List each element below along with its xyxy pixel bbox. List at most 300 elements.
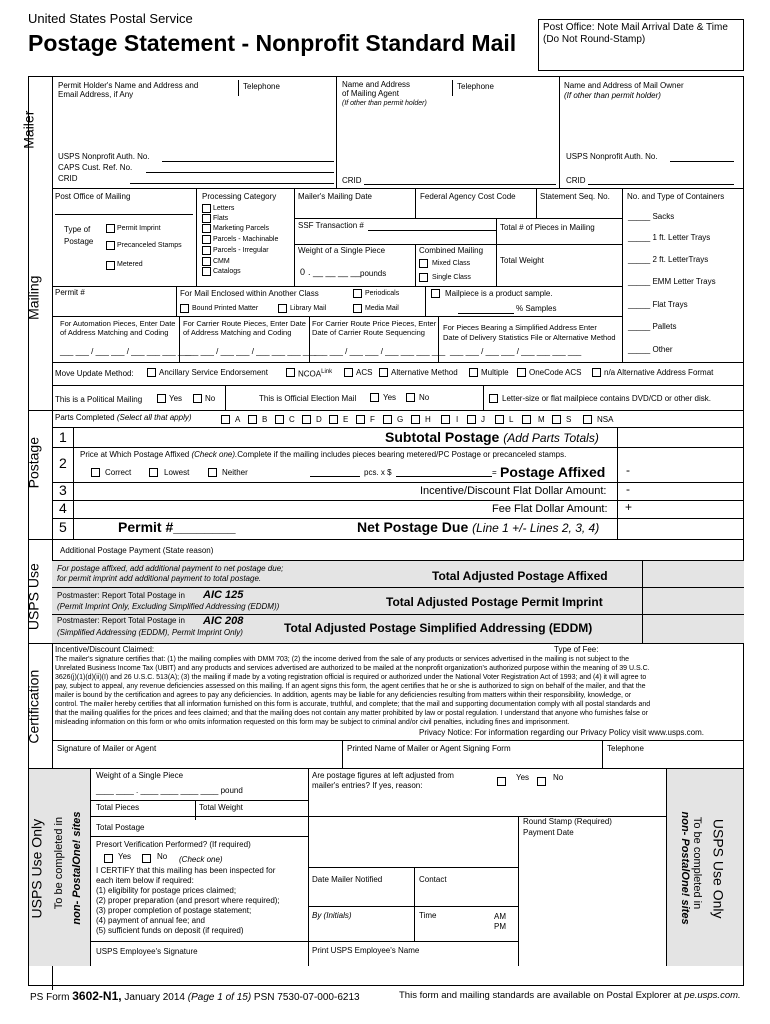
- auth-no2-field[interactable]: [670, 161, 734, 162]
- crp-label1: For Carrier Route Price Pieces, Enter: [312, 319, 437, 328]
- ncoa-checkbox[interactable]: [286, 368, 295, 377]
- cert-line-4: pay, subject to appeal, any revenue deficiencies assessed on this mailing. If an agent signs this form, the agent certifies that he or she is authorized to sign on behalf of the mailer, and that the: [55, 683, 646, 690]
- container-2ft[interactable]: _____ 2 ft. LetterTrays: [628, 255, 709, 264]
- ncoa-text: NCOA: [298, 369, 322, 379]
- total-affixed-label: Total Adjusted Postage Affixed: [432, 569, 608, 583]
- container-flat[interactable]: _____ Flat Trays: [628, 300, 688, 309]
- equals-sign: =: [492, 468, 497, 477]
- part-f-label: F: [370, 415, 375, 424]
- uo-time-label: Time: [419, 911, 437, 920]
- line3-minus: -: [626, 482, 630, 496]
- uo-employee-name-label: Print USPS Employee's Name: [312, 946, 420, 955]
- part-m-checkbox[interactable]: [522, 415, 531, 424]
- mailing-rule4: [536, 188, 537, 218]
- section-label-mailing: Mailing: [25, 275, 42, 320]
- metered-checkbox[interactable]: [106, 261, 115, 270]
- precanceled-checkbox[interactable]: [106, 241, 115, 250]
- uo-round-stamp: Round Stamp (Required): [523, 817, 612, 826]
- agency-name: United States Postal Service: [28, 11, 193, 26]
- usps-only-right-sub2: non- PostalOne! sites: [679, 811, 692, 925]
- mailing-rule10: [425, 286, 426, 316]
- simp-label1: For Pieces Bearing a Simplified Address Enter: [443, 323, 597, 332]
- agent-label1: Name and Address: [342, 80, 411, 89]
- footer-avail-text: This form and mailing standards are available on Postal Explorer at: [399, 990, 685, 1001]
- mailing-hr6: [52, 385, 744, 386]
- uo-payment-date-label: Payment Date: [523, 828, 574, 837]
- na-alt-checkbox[interactable]: [592, 368, 601, 377]
- weight-blanks[interactable]: . __ __ __ __: [308, 267, 361, 277]
- part-s-checkbox[interactable]: [552, 415, 561, 424]
- line1-number: 1: [59, 429, 67, 445]
- usps-only-left-sub1: To be completed in: [52, 816, 65, 910]
- uo-presort-label: Presort Verification Performed? (If required): [96, 840, 251, 849]
- footer-ps-form: PS Form: [30, 992, 73, 1003]
- media-label: Media Mail: [365, 305, 399, 312]
- election-yes-label: Yes: [383, 393, 397, 402]
- mailing-rule14: [225, 385, 226, 410]
- part-i-label: I: [456, 415, 459, 424]
- postage-affixed-label: Postage Affixed: [500, 464, 606, 480]
- auth-no-label: USPS Nonprofit Auth. No.: [58, 152, 150, 161]
- postage-hr1: [52, 447, 744, 448]
- ssf-field[interactable]: [368, 230, 496, 231]
- usps-use-hr4: [28, 643, 744, 644]
- category-letters-label: Letters: [213, 205, 235, 212]
- part-a-label: A: [235, 415, 241, 424]
- category-cmm-label: CMM: [213, 258, 230, 265]
- mailer-rule4: [559, 76, 560, 188]
- part-e-label: E: [343, 415, 349, 424]
- mailing-hr2: [294, 244, 622, 245]
- price-affixed-rest: Complete if the mailing includes pieces bearing metered/PC Postage or precanceled stamps.: [237, 450, 567, 459]
- agent-label2: of Mailing Agent: [342, 89, 399, 98]
- postage-hr2: [52, 482, 744, 483]
- part-j-label: J: [481, 415, 485, 424]
- simp-date-field[interactable]: ___ ___ / ___ ___ / ___ ___ ___ ___: [450, 347, 582, 356]
- election-yes-checkbox[interactable]: [370, 393, 379, 402]
- auto-label1: For Automation Pieces, Enter Date: [60, 319, 176, 328]
- uo-certify-5: (3) proper completion of postage statement;: [96, 906, 252, 915]
- cert-hr1: [52, 740, 744, 741]
- product-sample-label: Mailpiece is a product sample.: [445, 289, 553, 298]
- price-affixed-label: [80, 451, 566, 460]
- mailing-rule3: [415, 188, 416, 218]
- uo-check-one: (Check one): [179, 855, 223, 864]
- mailing-rule12: [309, 316, 310, 362]
- part-b-label: B: [262, 415, 268, 424]
- weight-single-label: Weight of a Single Piece: [298, 246, 386, 255]
- uo-certify-6: (4) payment of annual fee; and: [96, 916, 205, 925]
- cert-line-6: control. The mailer hereby certifies that all information furnished on this form is accurate, truthful, and complete; that the mail and supporting documentation comply with all postal standards and: [55, 701, 651, 708]
- footer-psn: PSN 7530-07-000-6213: [251, 992, 360, 1003]
- mailing-rule1: [196, 188, 197, 286]
- price-affixed-text: Price at Which Postage Affixed: [80, 450, 192, 459]
- mailing-rule8: [415, 244, 416, 286]
- multiple-label: Multiple: [481, 368, 509, 377]
- mailing-hr5: [52, 362, 744, 363]
- container-pallets-label: Pallets: [652, 322, 677, 331]
- correct-label: Correct: [105, 468, 132, 477]
- container-emm-label: EMM Letter Trays: [652, 277, 716, 286]
- fee-flat-label: Fee Flat Dollar Amount:: [492, 503, 608, 515]
- container-sacks-label: Sacks: [652, 212, 675, 221]
- part-c-checkbox[interactable]: [275, 415, 284, 424]
- uo-figures-yes-checkbox[interactable]: [497, 777, 506, 786]
- acs-label: ACS: [356, 368, 373, 377]
- subtotal-label: [385, 430, 599, 445]
- owner-label: Name and Address of Mail Owner: [564, 81, 684, 90]
- usps-only-right-sub1: To be completed in: [691, 816, 704, 910]
- section-label-postage: Postage: [25, 437, 42, 489]
- part-e-checkbox[interactable]: [329, 415, 338, 424]
- container-other-label: Other: [652, 345, 673, 354]
- category-marketing-parcels-label: Marketing Parcels: [213, 225, 270, 232]
- election-no-checkbox[interactable]: [406, 393, 415, 402]
- lowest-checkbox[interactable]: [149, 468, 158, 477]
- uo-total-weight-label: Total Weight: [199, 803, 243, 812]
- parts-note: (Select all that apply): [116, 413, 192, 422]
- line5-permit: Permit #________: [118, 519, 236, 535]
- subtotal-note: (Add Parts Totals): [503, 431, 599, 445]
- cert-hr2: [28, 768, 744, 769]
- uo-total-pieces-label: Total Pieces: [96, 803, 140, 812]
- printed-name-label: Printed Name of Mailer or Agent Signing Form: [347, 744, 511, 753]
- cert-line-8: misleading information on this form or who omits information requested on this form may be subject to criminal and/or civil penalties, including fines and imprisonment.: [55, 719, 570, 726]
- po-note-line2: (Do Not Round-Stamp): [543, 34, 646, 45]
- part-d-label: D: [316, 415, 322, 424]
- part-h-checkbox[interactable]: [411, 415, 420, 424]
- permit-imprint-label: Permit Imprint: [117, 225, 161, 232]
- uo-rule4: [414, 867, 415, 941]
- auto-label2: of Address Matching and Coding: [60, 328, 169, 337]
- net-due-text: Net Postage Due: [357, 519, 473, 535]
- mailing-hr1: [294, 218, 622, 219]
- uo-hr3: [91, 836, 308, 837]
- part-nsa-label: NSA: [597, 415, 614, 424]
- category-parcels-machinable-checkbox[interactable]: [202, 235, 211, 244]
- ancillary-checkbox[interactable]: [147, 368, 156, 377]
- container-1ft-label: 1 ft. Letter Trays: [652, 233, 711, 242]
- privacy-notice: Privacy Notice: For information regarding our Privacy Policy visit www.usps.com.: [419, 728, 704, 737]
- mailer-divider: [52, 188, 744, 189]
- postage-amount-rule: [617, 427, 618, 539]
- uo-figures-yes-label: Yes: [516, 773, 530, 782]
- footer-form-info: [30, 990, 360, 1003]
- aic125-label: AIC 125: [203, 589, 244, 601]
- part-j-checkbox[interactable]: [467, 415, 476, 424]
- uo-presort-yes-label: Yes: [118, 852, 132, 861]
- dvd-checkbox[interactable]: [489, 394, 498, 403]
- mailer-rule1: [238, 80, 239, 96]
- precanceled-label: Precanceled Stamps: [117, 242, 182, 249]
- pm-report-label: Postmaster: Report Total Postage in: [57, 591, 185, 600]
- periodicals-label: Periodicals: [365, 290, 400, 297]
- uo-hr5: [308, 906, 518, 907]
- category-parcels-irregular-checkbox[interactable]: [202, 246, 211, 255]
- cert-line-2: Unrelated Business Income Tax (UBIT) and any products and services advertised are authorized to be mailed at the nonprofit organization's authorized purpose within the meaning of 39 U.S.C.: [55, 665, 650, 672]
- crid3-label: CRID: [566, 176, 586, 185]
- permit-holder-label1: Permit Holder's Name and Address and: [58, 81, 199, 90]
- permit-no-label: Permit #: [55, 288, 85, 297]
- usps-only-right-gray: [666, 769, 743, 966]
- uo-figures-label1: Are postage figures at left adjusted from: [312, 771, 454, 780]
- category-marketing-parcels-checkbox[interactable]: [202, 224, 211, 233]
- uo-certify-1: I CERTIFY that this mailing has been inspected for: [96, 866, 276, 875]
- line3-number: 3: [59, 482, 67, 498]
- uo-hr1: [91, 800, 308, 801]
- correct-checkbox[interactable]: [91, 468, 100, 477]
- container-1ft[interactable]: _____ 1 ft. Letter Trays: [628, 233, 711, 242]
- multiple-checkbox[interactable]: [469, 368, 478, 377]
- lowest-label: Lowest: [164, 468, 190, 477]
- net-due-label: [357, 520, 599, 535]
- category-parcels-irregular-label: Parcels - Irregular: [213, 247, 269, 254]
- part-c-label: C: [289, 415, 295, 424]
- cert-rule2: [602, 740, 603, 768]
- political-yes-label: Yes: [169, 394, 183, 403]
- mailing-hr3: [52, 286, 622, 287]
- category-catalogs-label: Catalogs: [213, 268, 241, 275]
- auth-no-field[interactable]: [162, 161, 334, 162]
- election-label: This is Official Election Mail: [259, 394, 357, 403]
- footer-date: January 2014: [121, 992, 188, 1003]
- single-class-checkbox[interactable]: [419, 273, 428, 282]
- federal-code-label: Federal Agency Cost Code: [420, 192, 516, 201]
- uo-by-label: By (Initials): [312, 911, 352, 920]
- uo-figures-no-checkbox[interactable]: [537, 777, 546, 786]
- part-g-label: G: [397, 415, 404, 424]
- uo-weight-field[interactable]: ____ ____ . ____ ____ ____ ____ pound: [96, 786, 243, 795]
- samples-pct-label: % Samples: [516, 304, 557, 313]
- political-no-label: No: [205, 394, 216, 403]
- owner-note: (If other than permit holder): [564, 91, 661, 100]
- cert-line-5: mailer is bound by the certification and agrees to pay any deficiencies. In addition, agents may be liable for any deficiencies resulting from matters within their responsibility, knowledge, or: [55, 692, 632, 699]
- library-label: Library Mail: [290, 305, 327, 312]
- uo-certify-2: each item below if required:: [96, 876, 194, 885]
- postage-type-label: Postage: [64, 237, 94, 246]
- uo-round-stamp-label: [523, 818, 612, 827]
- pounds-label: pounds: [360, 269, 387, 278]
- ancillary-label: Ancillary Service Endorsement: [159, 368, 268, 377]
- incentive-credit-label: Incentive/Discount Claimed:: [55, 645, 155, 654]
- footer-availability: [399, 991, 741, 1001]
- permit-imprint-checkbox[interactable]: [106, 224, 115, 233]
- parts-label: Parts Completed: [55, 413, 117, 422]
- mailing-rule11: [179, 316, 180, 362]
- mailing-rule15: [483, 385, 484, 410]
- part-s-label: S: [566, 415, 572, 424]
- line2-number: 2: [59, 455, 67, 471]
- media-checkbox[interactable]: [353, 304, 362, 313]
- uo-total-postage-label: Total Postage: [96, 823, 145, 832]
- usps-use-hr2: [52, 587, 744, 588]
- political-no-checkbox[interactable]: [193, 394, 202, 403]
- uo-employee-sig-label: USPS Employee's Signature: [96, 947, 198, 956]
- part-h-label: H: [425, 415, 431, 424]
- weight-value: 0: [300, 267, 306, 277]
- usps-use-hr3: [52, 614, 744, 615]
- caps-field[interactable]: [146, 172, 334, 173]
- uo-weight-label: Weight of a Single Piece: [96, 771, 184, 780]
- neither-checkbox[interactable]: [208, 468, 217, 477]
- part-l-checkbox[interactable]: [495, 415, 504, 424]
- product-sample-checkbox[interactable]: [431, 289, 440, 298]
- price-affixed-check: (Check one).: [191, 450, 238, 459]
- post-office-field[interactable]: [55, 214, 193, 215]
- auto-date-field[interactable]: ___ ___ / ___ ___ / ___ ___ ___ ___: [60, 347, 192, 356]
- part-f-checkbox[interactable]: [356, 415, 365, 424]
- telephone2-label: Telephone: [457, 82, 494, 91]
- permit-holder-label2: Email Address, if Any: [58, 90, 134, 99]
- alt-method-label: Alternative Method: [391, 368, 458, 377]
- processing-category-label: Processing Category: [202, 192, 277, 201]
- eddm-note: (Simplified Addressing (EDDM), Permit Imprint Only): [57, 628, 243, 637]
- crid-field[interactable]: [130, 183, 334, 184]
- mailing-rule9: [176, 286, 177, 316]
- mailer-rule2: [336, 76, 337, 188]
- postage-hr0: [52, 427, 744, 428]
- part-nsa-checkbox[interactable]: [583, 415, 592, 424]
- pcs-field[interactable]: [310, 476, 360, 477]
- cert-telephone-label: Telephone: [607, 744, 644, 753]
- onecode-checkbox[interactable]: [517, 368, 526, 377]
- crid2-label: CRID: [342, 176, 362, 185]
- uo-pm-label: PM: [494, 922, 506, 931]
- postage-hr3: [52, 500, 744, 501]
- part-d-checkbox[interactable]: [302, 415, 311, 424]
- uo-date-notified-label: Date Mailer Notified: [312, 875, 383, 884]
- line4-number: 4: [59, 500, 67, 516]
- mailing-hr4: [52, 316, 622, 317]
- part-b-checkbox[interactable]: [248, 415, 257, 424]
- mailing-rule2: [294, 188, 295, 218]
- additional-payment-label: Additional Postage Payment (State reason): [60, 546, 214, 555]
- political-label: This is a Political Mailing: [55, 395, 143, 404]
- usps-only-left-title: USPS Use Only: [28, 818, 45, 919]
- cert-line-1: The mailer's signature certifies that: (1) the mailing complies with DMM 703; (2) the income derived from the sale of any products or services advertised in the mailing is not subject to the: [55, 656, 630, 663]
- category-cmm-checkbox[interactable]: [202, 257, 211, 266]
- uo-presort-no-checkbox[interactable]: [142, 854, 151, 863]
- parts-completed: [55, 414, 192, 423]
- uo-presort-yes-checkbox[interactable]: [104, 854, 113, 863]
- part-l-label: L: [509, 415, 514, 424]
- crid2-field[interactable]: [364, 184, 556, 185]
- crp-date-field[interactable]: ___ ___ / ___ ___ / ___ ___ ___ ___: [314, 347, 446, 356]
- postage-hr5: [28, 539, 744, 540]
- container-other[interactable]: _____ Other: [628, 345, 673, 354]
- part-g-checkbox[interactable]: [383, 415, 392, 424]
- category-flats-checkbox[interactable]: [202, 214, 211, 223]
- post-office-label: Post Office of Mailing: [55, 192, 131, 201]
- section-label-usps-use: USPS Use: [25, 563, 42, 631]
- total-pieces-label: Total # of Pieces in Mailing: [500, 223, 595, 232]
- usps-use-rule: [642, 560, 643, 643]
- part-m-label: M: [538, 415, 545, 424]
- bound-printed-checkbox[interactable]: [180, 304, 189, 313]
- uo-certify-4: (2) proper preparation (and presort where required);: [96, 896, 280, 905]
- mailing-rule13: [438, 316, 439, 362]
- total-eddm-label: Total Adjusted Postage Simplified Addressing (EDDM): [284, 621, 593, 635]
- cert-rule1: [342, 740, 343, 768]
- footer-form-no: 3602-N1,: [72, 989, 122, 1003]
- container-flat-label: Flat Trays: [652, 300, 688, 309]
- incentive-label: Incentive/Discount Flat Dollar Amount:: [420, 485, 607, 497]
- mailing-hr7: [28, 410, 744, 411]
- combined-label: Combined Mailing: [419, 246, 484, 255]
- container-emm[interactable]: _____ EMM Letter Trays: [628, 277, 716, 286]
- signature-label: Signature of Mailer or Agent: [57, 744, 157, 753]
- samples-pct-field[interactable]: [458, 313, 514, 314]
- footer-url[interactable]: pe.usps.com.: [684, 990, 741, 1001]
- total-imprint-label: Total Adjusted Postage Permit Imprint: [386, 595, 603, 609]
- uo-am-label: AM: [494, 912, 506, 921]
- crid3-field[interactable]: [588, 184, 734, 185]
- cr-label2: of Address Matching and Coding: [183, 328, 292, 337]
- political-yes-checkbox[interactable]: [157, 394, 166, 403]
- category-flats-label: Flats: [213, 215, 229, 222]
- subtotal-text: Subtotal Postage: [385, 429, 504, 445]
- library-checkbox[interactable]: [278, 304, 287, 313]
- ncoa-label: [298, 369, 332, 379]
- line2-minus: -: [626, 463, 630, 477]
- price-field[interactable]: [396, 476, 492, 477]
- move-update-label: Move Update Method:: [55, 369, 134, 378]
- dvd-label: Letter-size or flat mailpiece contains DVD/CD or other disk.: [502, 394, 711, 403]
- uo-presort-no-label: No: [157, 852, 168, 861]
- periodicals-checkbox[interactable]: [353, 289, 362, 298]
- mixed-class-label: Mixed Class: [432, 260, 471, 267]
- containers-title: No. and Type of Containers: [627, 192, 725, 201]
- uo-hr4: [308, 867, 518, 868]
- part-a-checkbox[interactable]: [221, 415, 230, 424]
- cert-line-7: that the mailing qualifies for the prices and fees claimed; and that the mailing does not contain any matter prohibited by law or postal regulation. I understand that anyone who furnishes false or: [55, 710, 649, 717]
- line5-number: 5: [59, 519, 67, 535]
- category-parcels-machinable-label: Parcels - Machinable: [213, 236, 279, 243]
- acs-checkbox[interactable]: [344, 368, 353, 377]
- agent-note: (If other than permit holder): [342, 100, 427, 107]
- auth-no2-label: USPS Nonprofit Auth. No.: [566, 152, 658, 161]
- aic208-label: AIC 208: [203, 615, 244, 627]
- crp-label2: Date of Carrier Route Sequencing: [312, 328, 425, 337]
- part-i-checkbox[interactable]: [441, 415, 450, 424]
- bound-printed-label: Bound Printed Matter: [192, 305, 259, 312]
- category-catalogs-checkbox[interactable]: [202, 267, 211, 276]
- caps-label: CAPS Cust. Ref. No.: [58, 163, 133, 172]
- uo-figures-no-label: No: [553, 773, 564, 782]
- cr-date-field[interactable]: ___ ___ / ___ ___ / ___ ___ ___ ___: [185, 347, 317, 356]
- total-weight-label: Total Weight: [500, 256, 544, 265]
- container-pallets[interactable]: _____ Pallets: [628, 322, 677, 331]
- telephone-label: Telephone: [243, 82, 280, 91]
- ssf-label: SSF Transaction #: [298, 221, 364, 230]
- container-sacks[interactable]: _____ Sacks: [628, 212, 675, 221]
- permit-imprint-note: (Permit Imprint Only, Excluding Simplified Addressing (EDDM)): [57, 602, 280, 611]
- mailing-rule5: [622, 188, 623, 362]
- alt-method-checkbox[interactable]: [379, 368, 388, 377]
- container-2ft-label: 2 ft. LetterTrays: [652, 255, 709, 264]
- section-label-mailer: Mailer: [20, 110, 37, 149]
- mixed-class-checkbox[interactable]: [419, 259, 428, 268]
- category-letters-checkbox[interactable]: [202, 204, 211, 213]
- election-no-label: No: [419, 393, 430, 402]
- mailing-rule6: [294, 218, 295, 286]
- simp-label2: Date of Delivery Statistics File or Alternative Method: [443, 333, 616, 342]
- footer-page: (Page 1 of 15): [187, 992, 252, 1003]
- usps-only-right-rule: [666, 769, 667, 966]
- uo-rule2: [195, 800, 196, 820]
- mailing-rule7: [496, 218, 497, 286]
- net-due-note: (Line 1 +/- Lines 2, 3, 4): [472, 521, 600, 535]
